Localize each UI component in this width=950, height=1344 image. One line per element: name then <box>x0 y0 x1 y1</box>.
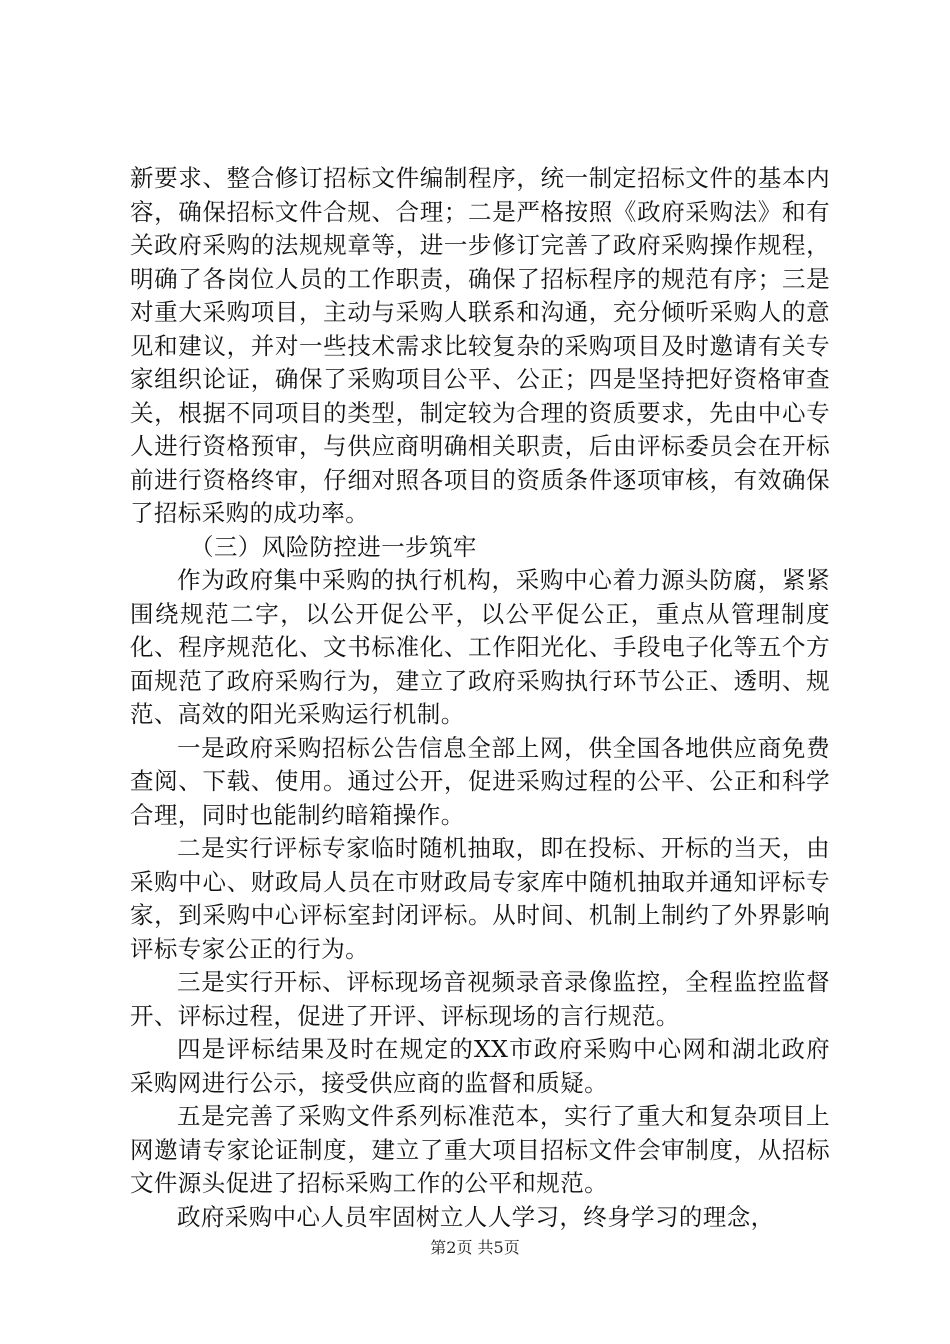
paragraph-item-3: 三是实行开标、评标现场音视频录音录像监控，全程监控监督开、评标过程，促进了开评、评标现场的言行规范。 <box>130 968 830 1030</box>
document-body <box>130 162 830 1234</box>
paragraph-continuation: 新要求、整合修订招标文件编制程序，统一制定招标文件的基本内容，确保招标文件合规、合理；二是严格按照《政府采购法》和有关政府采购的法规规章等，进一步修订完善了政府采购操作规程，明确了各岗位人员的工作职责，确保了招标程序的规范有序；三是对重大采购项目，主动与采购人联系和沟通，充分倾听采购人的意见和建议，并对一些技术需求比较复杂的采购项目及时邀请有关专家组织论证，确保了采购项目公平、公正；四是坚持把好资格审查关，根据不同项目的类型，制定较为合理的资质要求，先由中心专人进行资格预审，与供应商明确相关职责，后由评标委员会在开标前进行资格终审，仔细对照各项目的资质条件逐项审核，有效确保了招标采购的成功率。 <box>130 164 830 527</box>
paragraph-item-5: 五是完善了采购文件系列标准范本，实行了重大和复杂项目上网邀请专家论证制度，建立了重大项目招标文件会审制度，从招标文件源头促进了招标采购工作的公平和规范。 <box>130 1102 830 1197</box>
section-heading: （三）风险防控进一步筑牢 <box>190 532 477 561</box>
paragraph-closing: 政府采购中心人员牢固树立人人学习，终身学习的理念， <box>177 1202 775 1231</box>
page-footer: 第2页 共5页 <box>430 1238 520 1257</box>
paragraph-item-1: 一是政府采购招标公告信息全部上网，供全国各地供应商免费查阅、下载、使用。通过公开，促进采购过程的公平、公正和科学合理，同时也能制约暗箱操作。 <box>130 733 830 829</box>
paragraph-intro: 作为政府集中采购的执行机构，采购中心着力源头防腐，紧紧围绕规范二字，以公开促公平，以公平促公正，重点从管理制度化、程序规范化、文书标准化、工作阳光化、手段电子化等五个方面规范了政府采购行为，建立了政府采购执行环节公正、透明、规范、高效的阳光采购运行机制。 <box>130 566 830 728</box>
paragraph-item-4: 四是评标结果及时在规定的XX市政府采购中心网和湖北政府采购网进行公示，接受供应商的监督和质疑。 <box>130 1035 830 1097</box>
paragraph-item-2: 二是实行评标专家临时随机抽取，即在投标、开标的当天，由采购中心、财政局人员在市财政局专家库中随机抽取并通知评标专家，到采购中心评标室封闭评标。从时间、机制上制约了外界影响评标专家公正的行为。 <box>130 834 830 963</box>
